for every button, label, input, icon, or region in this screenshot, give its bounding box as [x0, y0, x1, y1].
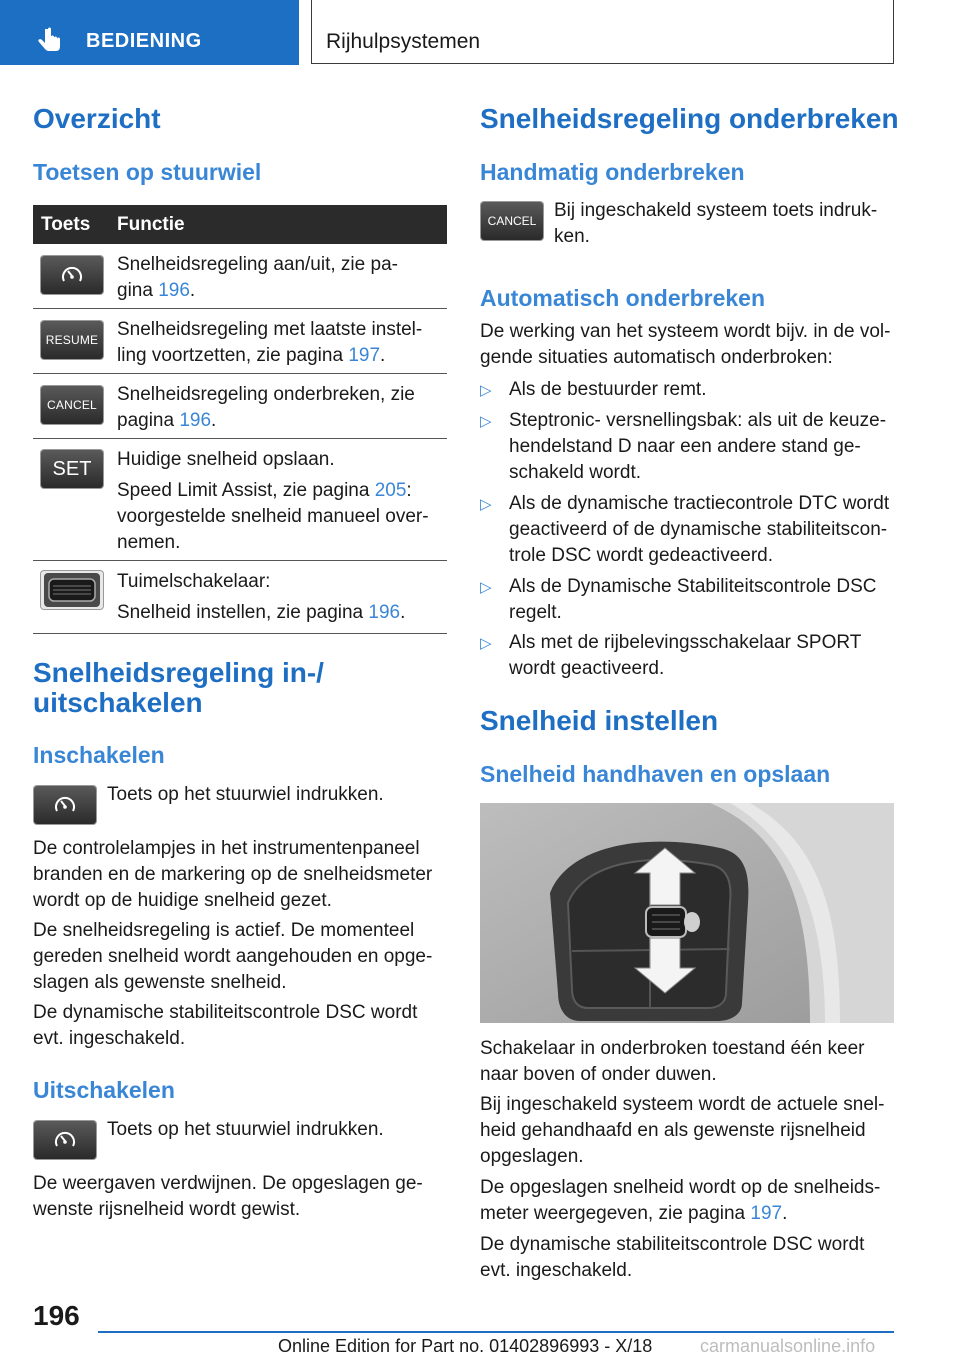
- switch-on-p2: De snelheidsregeling is actief. De momenteel gereden snelheid wordt aangehouden en opge- slagen als gewenste snelheid.: [33, 920, 433, 993]
- row-function: Snelheidsregeling onderbreken, zie pagina 196.: [117, 384, 415, 431]
- keep-speed-p1: Schakelaar in onderbroken toestand één keer naar boven of onder duwen.: [480, 1038, 865, 1085]
- page-link[interactable]: 197: [750, 1203, 783, 1224]
- footer-edition: Online Edition for Part no. 01402896993 - X/18: [278, 1336, 653, 1356]
- page-number: 196: [33, 1300, 80, 1331]
- auto-interrupt-heading: Automatisch onderbreken: [480, 285, 765, 311]
- table-row: [33, 439, 447, 561]
- triangle-bullet-icon: ▷: [480, 413, 492, 430]
- triangle-bullet-icon: ▷: [480, 579, 492, 596]
- cancel-key: CANCEL: [481, 202, 543, 240]
- cruise-control-key: [34, 1121, 96, 1159]
- table-row: [33, 374, 447, 439]
- set-speed-heading: Snelheid instellen: [480, 705, 719, 736]
- switch-off-p1: De weergaven verdwijnen. De opgeslagen ge- wenste rijsnelheid wordt gewist.: [33, 1173, 423, 1220]
- keep-speed-p3: De opgeslagen snelheid wordt op de snelheids- meter weergegeven, zie pagina 197.: [480, 1177, 881, 1224]
- switch-on-key-text: Toets op het stuurwiel indrukken.: [107, 784, 384, 805]
- page-link[interactable]: 196: [368, 602, 401, 623]
- section-title: BEDIENING: [86, 30, 202, 52]
- row-function: Snelheidsregeling met laatste instel- ling voortzetten, zie pagina 197.: [117, 319, 423, 366]
- switch-off-key-text: Toets op het stuurwiel indrukken.: [107, 1119, 384, 1140]
- manual-interrupt-heading: Handmatig onderbreken: [480, 159, 745, 185]
- interrupt-heading: Snelheidsregeling onderbreken: [480, 103, 899, 134]
- page-link[interactable]: 197: [348, 345, 381, 366]
- table-row: [33, 561, 447, 634]
- keep-speed-heading: Snelheid handhaven en opslaan: [480, 761, 831, 787]
- col-header-key: Toets: [41, 214, 91, 235]
- cancel-key: CANCEL: [41, 386, 103, 424]
- switch-off-heading: Uitschakelen: [33, 1077, 175, 1103]
- table-row: [33, 309, 447, 374]
- chapter-title: Rijhulpsystemen: [326, 30, 481, 53]
- cruise-control-icon: [53, 1130, 77, 1150]
- keep-speed-p2: Bij ingeschakeld systeem wordt de actuele snel- heid gehandhaafd en als gewenste rijsnelheid opgeslagen.: [480, 1094, 885, 1167]
- toggle-heading-line1: Snelheidsregeling in-/: [33, 657, 324, 688]
- cruise-control-key: [34, 786, 96, 824]
- keep-speed-p4: De dynamische stabiliteitscontrole DSC wordt evt. ingeschakeld.: [480, 1234, 865, 1281]
- keys-table: [33, 205, 447, 634]
- row-function: Tuimelschakelaar: Snelheid instellen, zie pagina 196.: [117, 571, 406, 623]
- overview-heading: Overzicht: [33, 103, 161, 134]
- row-function: Snelheidsregeling aan/uit, zie pa- gina 196.: [117, 254, 398, 301]
- cruise-control-icon: [60, 265, 84, 285]
- hand-pointer-icon: [36, 27, 62, 55]
- rocker-switch-icon: [43, 572, 101, 608]
- triangle-bullet-icon: ▷: [480, 496, 492, 513]
- manual-interrupt-text: Bij ingeschakeld systeem toets indruk- ken.: [554, 200, 878, 247]
- switch-on-p1: De controlelampjes in het instrumentenpaneel branden en de markering op de snelheidsmeter wordt op de huidige snelheid gezet.: [33, 838, 433, 911]
- auto-interrupt-intro: De werking van het systeem wordt bijv. in de vol- gende situaties automatisch onderbroken:: [480, 321, 891, 368]
- page-link[interactable]: 196: [158, 280, 190, 301]
- cruise-control-icon: [53, 795, 77, 815]
- set-key: SET: [41, 450, 103, 488]
- page-link[interactable]: 196: [179, 410, 212, 431]
- cruise-control-key: [41, 256, 103, 294]
- table-row: [33, 244, 447, 309]
- steering-keys-heading: Toetsen op stuurwiel: [33, 159, 262, 185]
- page-link[interactable]: 205: [374, 480, 407, 501]
- triangle-bullet-icon: ▷: [480, 635, 492, 652]
- watermark: carmanualsonline.info: [700, 1336, 876, 1356]
- triangle-bullet-icon: ▷: [480, 382, 492, 399]
- rocker-switch-key: [41, 571, 103, 609]
- table-header: [33, 205, 447, 244]
- toggle-heading-line2: uitschakelen: [33, 687, 203, 718]
- row-function: Huidige snelheid opslaan. Speed Limit Assist, zie pagina 205: voorgestelde snelheid manueel over- nemen.: [117, 449, 429, 553]
- footer-rule: [98, 1331, 894, 1333]
- switch-on-p3: De dynamische stabiliteitscontrole DSC wordt evt. ingeschakeld.: [33, 1002, 418, 1049]
- switch-on-heading: Inschakelen: [33, 742, 165, 768]
- resume-key: RESUME: [41, 321, 103, 359]
- steering-wheel-rocker-image: [480, 803, 894, 1023]
- col-header-function: Functie: [117, 214, 185, 235]
